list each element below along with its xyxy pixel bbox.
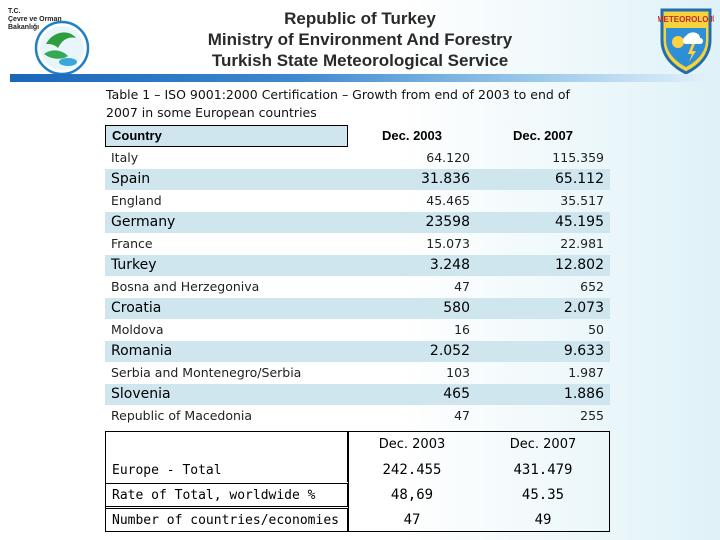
country-cell: England [111, 193, 162, 209]
logo-text-line: Bakanlığı [8, 24, 40, 31]
dec-2003-cell: 465 [348, 384, 476, 406]
certification-table [105, 125, 610, 430]
country-cell: France [111, 236, 153, 252]
title-line-country: Republic of Turkey [284, 9, 436, 28]
dec-2007-cell: 115.359 [552, 150, 604, 166]
title-line-ministry: Ministry of Environment And Forestry [207, 30, 513, 49]
dec-2003-cell: 31.836 [348, 169, 476, 191]
totals-dec-2007-cell: 431.479 [513, 462, 573, 478]
logo-text-line: T.C. [8, 8, 21, 15]
totals-header-dec-2003: Dec. 2003 [378, 437, 446, 452]
page-title [150, 8, 570, 71]
table-row [105, 298, 610, 320]
dec-2003-cell: 45.465 [426, 193, 470, 209]
dec-2003-cell: 15.073 [426, 236, 470, 252]
country-cell: Bosna and Herzegoniva [111, 279, 260, 295]
dec-2003-cell: 103 [446, 365, 470, 381]
totals-outer-frame [105, 431, 610, 532]
dec-2007-cell: 35.517 [560, 193, 604, 209]
dec-2007-cell: 45.195 [476, 212, 610, 234]
dec-2007-cell: 1.987 [568, 365, 604, 381]
country-cell: Italy [111, 150, 139, 166]
country-cell: Romania [105, 341, 348, 363]
totals-label-cell: Europe - Total [105, 458, 348, 482]
dec-2007-cell: 9.633 [476, 341, 610, 363]
ministry-logo [6, 8, 90, 74]
dec-2007-cell: 22.981 [560, 236, 604, 252]
totals-label-cell: Number of countries/economies [105, 508, 348, 532]
table-row [105, 405, 610, 427]
totals-table [105, 431, 610, 533]
caption-line-1: Table 1 – ISO 9001:2000 Certification – Growth from end of 2003 to end of [106, 87, 570, 102]
caption-line-2: 2007 in some European countries [106, 105, 317, 120]
country-cell: Croatia [105, 298, 348, 320]
totals-dec-2003-cell: 47 [403, 512, 421, 528]
country-cell: Germany [105, 212, 348, 234]
totals-dec-2003-cell: 242.455 [382, 462, 442, 478]
table-row [105, 233, 610, 255]
table-row [105, 212, 610, 234]
table-row [105, 384, 610, 406]
meteoroloji-logo [658, 6, 714, 76]
totals-dec-2003-cell: 48,69 [390, 487, 434, 503]
logo-caption: METEOROLOJİ [658, 15, 714, 24]
meteorology-shield-icon [658, 6, 714, 76]
dec-2007-cell: 255 [580, 408, 604, 424]
dec-2007-cell: 50 [588, 322, 604, 338]
totals-dec-2007-cell: 49 [534, 512, 552, 528]
table-row [105, 319, 610, 341]
tree-bird-emblem-icon [28, 18, 90, 76]
totals-label-cell: Rate of Total, worldwide % [105, 483, 348, 507]
dec-2003-cell: 47 [454, 279, 470, 295]
table-row [105, 147, 610, 169]
dec-2003-cell: 23598 [348, 212, 476, 234]
table-header-row [105, 125, 610, 147]
header-dec-2003: Dec. 2003 [382, 128, 442, 144]
dec-2007-cell: 652 [580, 279, 604, 295]
table-caption [106, 86, 606, 122]
table-row [105, 276, 610, 298]
table-row [105, 169, 610, 191]
country-cell: Turkey [105, 255, 348, 277]
table-row [105, 341, 610, 363]
dec-2003-cell: 64.120 [426, 150, 470, 166]
title-line-service: Turkish State Meteorological Service [211, 51, 509, 70]
dec-2003-cell: 16 [454, 322, 470, 338]
dec-2003-cell: 2.052 [348, 341, 476, 363]
dec-2003-cell: 3.248 [348, 255, 476, 277]
dec-2003-cell: 47 [454, 408, 470, 424]
table-row [105, 190, 610, 212]
header-dec-2007: Dec. 2007 [513, 128, 573, 144]
dec-2007-cell: 1.886 [476, 384, 610, 406]
dec-2007-cell: 12.802 [476, 255, 610, 277]
totals-dec-2007-cell: 45.35 [521, 487, 565, 503]
country-cell: Moldova [111, 322, 164, 338]
country-cell: Republic of Macedonia [111, 408, 253, 424]
header-country: Country [105, 125, 348, 147]
table-row [105, 362, 610, 384]
logo-text-line: Çevre ve Orman [8, 16, 62, 23]
country-cell: Serbia and Montenegro/Serbia [111, 365, 302, 381]
dec-2003-cell: 580 [348, 298, 476, 320]
dec-2007-cell: 65.112 [476, 169, 610, 191]
country-cell: Spain [105, 169, 348, 191]
dec-2007-cell: 2.073 [476, 298, 610, 320]
country-cell: Slovenia [105, 384, 348, 406]
table-row [105, 255, 610, 277]
header-divider-bar [10, 74, 710, 82]
totals-header-dec-2007: Dec. 2007 [509, 437, 577, 452]
